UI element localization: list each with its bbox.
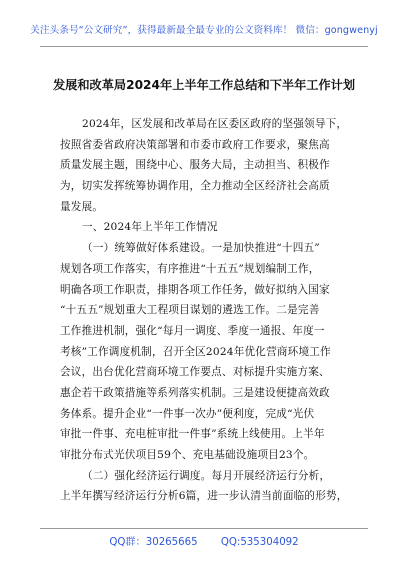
paragraph-line: 务体系。提升企业“一件事一次办”便利度，完成“光伏 [60,407,315,420]
footer-qq-group: QQ群：30265665 [109,537,198,548]
paragraph-line: 质量发展主题，围绕中心、服务大局，主动担当、积极作 [60,159,330,172]
paragraph-line: 为，切实发挥统筹协调作用，全力推动全区经济社会高质 [60,180,330,193]
paragraph-line: （二）强化经济运行调度。每月开展经济运行分析， [82,469,331,482]
paragraph-line: 考核”工作调度机制，召开全区2024年优化营商环境工作 [60,345,331,358]
footer-contact [0,533,408,548]
paragraph-line: 惠企若干政策措施等系列落实机制。三是建设便捷高效政 [60,386,330,399]
paragraph-line: 明确各项工作职责，排期各项工作任务，做好拟纳入国家 [60,283,330,296]
paragraph-line: 2024年，区发展和改革局在区委区政府的坚强领导下， [82,118,348,130]
paragraph-line: 会议，出台优化营商环境工作要点、对标提升实施方案、 [60,366,330,379]
paragraph-line: 审批一件事、充电桩审批一件事”系统上线使用。上半年 [60,428,325,441]
document-body [60,114,358,507]
paragraph-line: 规划各项工作落实，有序推进“十五五”规划编制工作， [60,262,320,275]
paragraph-line: 上半年撰写经济运行分析6篇，进一步认清当前面临的形势， [60,490,348,503]
header-banner: 关注头条号“公文研究”，获得最新最全最专业的公文资料库！ 微信：gongwenyj [30,25,378,36]
paragraph-line: 按照省委省政府决策部署和市委市政府工作要求，聚焦高 [60,138,330,151]
header-divider [40,46,368,47]
footer-divider [40,528,368,529]
paragraph-line: 工作推进机制，强化“每月一调度、季度一通报、年度一 [60,324,325,337]
section-heading: 一、2024年上半年工作情况 [82,221,218,234]
paragraph-line: （一）统筹做好体系建设。一是加快推进“十四五” [82,242,320,255]
paragraph-line: 量发展。 [60,200,104,213]
paragraph-line: 审批分布式光伏项目59个、充电基础设施项目23个。 [60,449,315,461]
paragraph-line: “十五五”规划重大工程项目谋划的遴选工作。二是完善 [60,304,320,317]
footer-qq-number: QQ:535304092 [220,537,299,548]
document-title: 发展和改革局2024年上半年工作总结和下半年工作计划 [52,78,356,92]
